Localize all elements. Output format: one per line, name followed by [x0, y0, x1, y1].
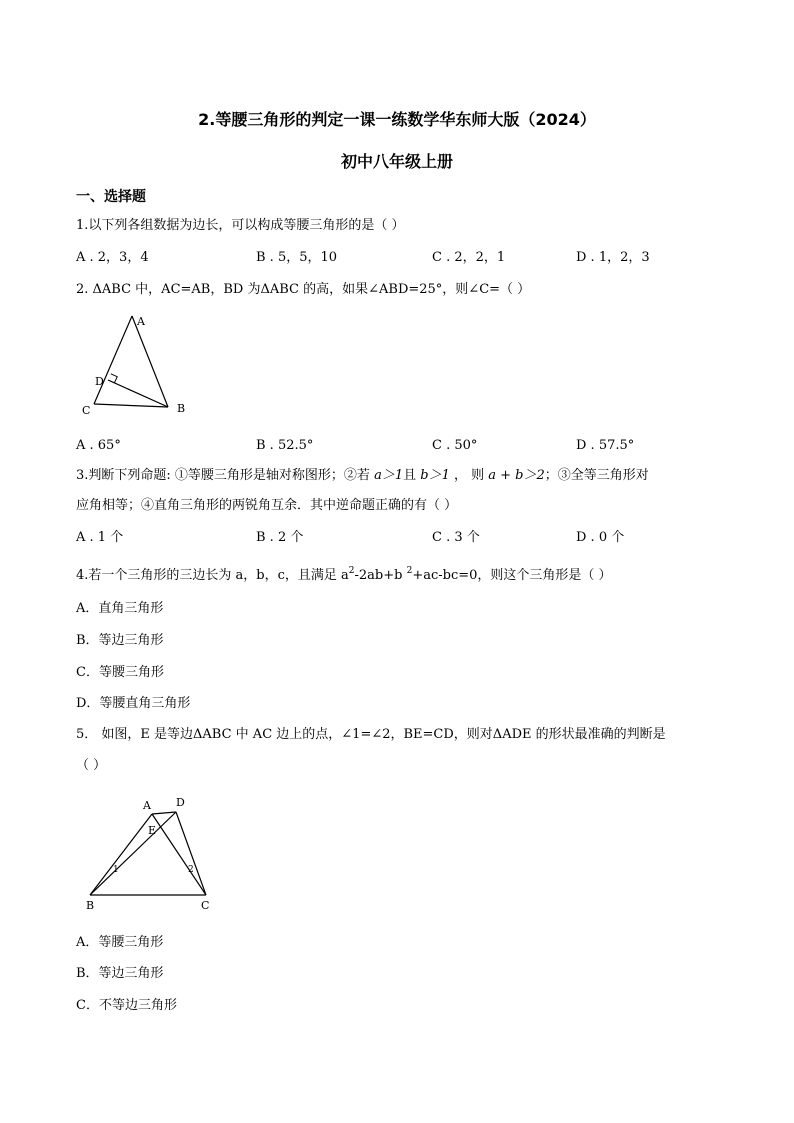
question-4-option-a[interactable]: A．直角三角形 — [76, 601, 164, 616]
side-ac — [152, 814, 206, 895]
question-5-stem-line1: 5． 如图，E 是等边ΔABC 中 AC 边上的点，∠1=∠2，BE=CD，则对ΔADE 的形状最准确的判断是 — [76, 727, 666, 742]
question-2-option-b[interactable]: B . 52.5° — [256, 438, 314, 453]
question-3-option-c[interactable]: C . 3 个 — [432, 530, 480, 545]
label-c: C — [201, 899, 210, 912]
label-d: D — [95, 375, 104, 388]
question-2-options — [76, 437, 756, 455]
label-b: B — [177, 402, 186, 415]
question-3-cond-b: b＞1 — [420, 468, 450, 483]
segment-bd — [90, 812, 176, 895]
question-4-text-post: +ac-bc=0，则这个三角形是（ ） — [412, 568, 612, 583]
question-2-option-d[interactable]: D . 57.5° — [576, 438, 635, 453]
segment-ad — [152, 812, 176, 814]
question-3-conclusion: a + b＞2 — [488, 468, 545, 483]
label-e: E — [148, 824, 157, 837]
question-5-option-c[interactable]: C．不等边三角形 — [76, 998, 177, 1013]
label-a: A — [137, 315, 145, 328]
segment-dc — [176, 812, 206, 895]
question-5-figure — [80, 792, 220, 916]
question-1-option-c[interactable]: C . 2，2，1 — [432, 250, 506, 265]
label-angle-1: 1 — [113, 865, 119, 875]
question-4-option-b[interactable]: B．等边三角形 — [76, 633, 164, 648]
question-3-option-b[interactable]: B . 2 个 — [256, 530, 304, 545]
question-3-stem-line2: 应角相等；④直角三角形的两锐角互余．其中逆命题正确的有（ ） — [76, 498, 458, 513]
question-1-option-b[interactable]: B . 5，5，10 — [256, 250, 338, 265]
section-heading: 一、选择题 — [76, 189, 146, 205]
side-cb — [94, 404, 168, 407]
question-2-option-a[interactable]: A . 65° — [76, 438, 121, 453]
question-2-figure — [76, 306, 196, 421]
question-4-text-mid: -2ab+b — [354, 568, 407, 583]
question-4-text-pre: 4.若一个三角形的三边长为 a，b，c，且满足 a — [76, 568, 349, 583]
question-4-exponent-b: 2 — [406, 566, 413, 576]
question-2-option-c[interactable]: C . 50° — [432, 438, 478, 453]
question-3-options — [76, 529, 756, 547]
question-3-option-a[interactable]: A . 1 个 — [76, 530, 124, 545]
question-4-option-c[interactable]: C．等腰三角形 — [76, 665, 164, 680]
label-a: A — [143, 799, 151, 812]
question-3-text-pre: 3.判断下列命题: ①等腰三角形是轴对称图形；②若 — [76, 468, 370, 483]
question-4-stem — [76, 567, 612, 585]
label-c: C — [82, 404, 91, 417]
question-5-option-a[interactable]: A．等腰三角形 — [76, 935, 164, 950]
question-3-cond-a: a＞1 — [374, 468, 404, 483]
worksheet-title: 2.等腰三角形的判定一课一练数学华东师大版（2024） — [198, 110, 596, 129]
side-ab — [90, 814, 152, 895]
question-3-and: 且 — [403, 468, 417, 483]
question-1-option-d[interactable]: D . 1，2，3 — [576, 250, 650, 265]
question-1-option-a[interactable]: A . 2，3，4 — [76, 250, 149, 265]
question-1-stem: 1.以下列各组数据为边长，可以构成等腰三角形的是（ ） — [76, 218, 405, 233]
question-5-stem-line2: （ ） — [76, 758, 107, 773]
question-3-option-d[interactable]: D . 0 个 — [576, 530, 625, 545]
question-2-stem: 2. ΔABC 中，AC=AB，BD 为ΔABC 的高，如果∠ABD=25°，则∠C=（ ） — [76, 282, 531, 297]
label-b: B — [86, 899, 95, 912]
question-1-options — [76, 249, 756, 267]
question-4-exponent-a: 2 — [348, 566, 355, 576]
label-d: D — [176, 796, 185, 809]
question-3-stem-line1 — [76, 467, 649, 485]
side-ac — [94, 316, 132, 404]
question-3-then: ， 则 — [453, 468, 485, 483]
question-4-option-d[interactable]: D．等腰直角三角形 — [76, 696, 191, 711]
label-angle-2: 2 — [188, 865, 194, 875]
question-5-option-b[interactable]: B．等边三角形 — [76, 966, 164, 981]
question-3-text-post: ；③全等三角形对 — [544, 468, 649, 483]
worksheet-subtitle: 初中八年级上册 — [340, 152, 453, 171]
